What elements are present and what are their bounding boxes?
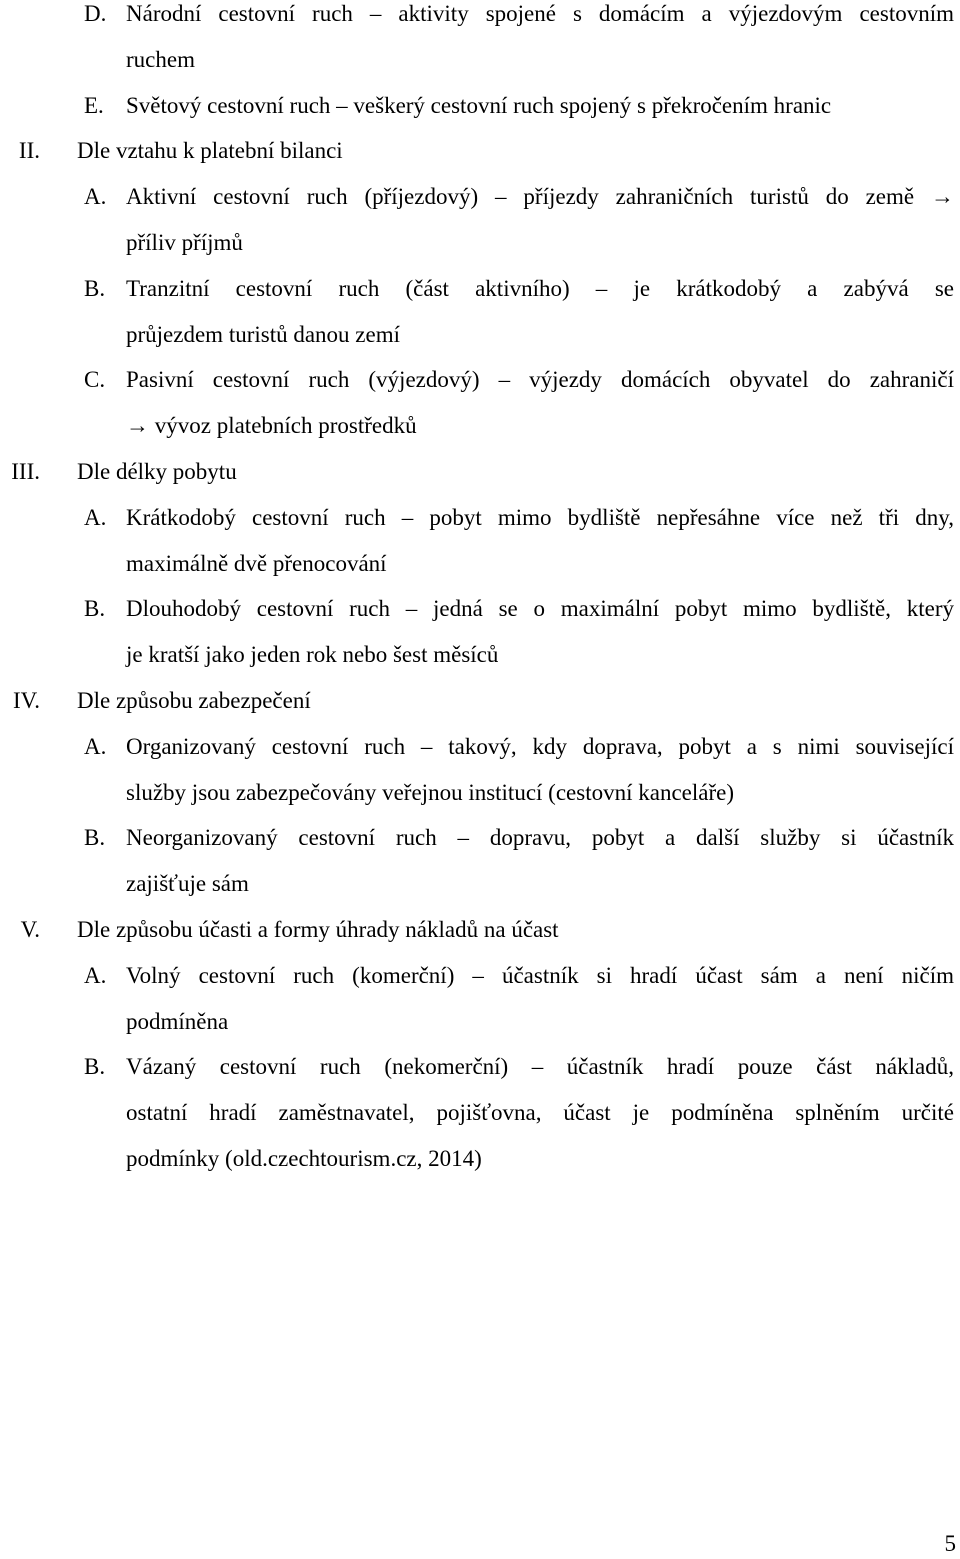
item-text-line: Neorganizovaný cestovní ruch – dopravu, pobyt a další služby si účastník xyxy=(126,825,954,851)
section-heading: Dle vztahu k platební bilanci xyxy=(77,138,343,164)
item-text-line: ruchem xyxy=(126,46,195,72)
item-text-line: ostatní hradí zaměstnavatel, pojišťovna, účast je podmíněna splněním určité xyxy=(126,1100,954,1126)
item-text-line: služby jsou zabezpečovány veřejnou institucí (cestovní kanceláře) xyxy=(126,779,734,805)
item-text-line: Organizovaný cestovní ruch – takový, kdy doprava, pobyt a s nimi související xyxy=(126,733,954,759)
item-text-line: Volný cestovní ruch (komerční) – účastník si hradí účast sám a není ničím xyxy=(126,962,954,988)
item-text-line: podmínky (old.czechtourism.cz, 2014) xyxy=(126,1146,482,1171)
item-letter: A. xyxy=(84,184,107,210)
item-text-line: je kratší jako jeden rok nebo šest měsíců xyxy=(126,642,499,668)
section-numeral: V. xyxy=(20,917,40,942)
item-text-line: Pasivní cestovní ruch (výjezdový) – výjezdy domácích obyvatel do zahraničí xyxy=(126,367,954,393)
item-text-line: Krátkodobý cestovní ruch – pobyt mimo bydliště nepřesáhne více než tři dny, xyxy=(126,504,954,530)
item-letter: D. xyxy=(84,1,107,26)
item-text-line: Dlouhodobý cestovní ruch – jedná se o maximální pobyt mimo bydliště, který xyxy=(126,596,954,622)
section-heading: Dle způsobu účasti a formy úhrady nákladů na účast xyxy=(77,917,559,942)
item-letter: A. xyxy=(84,504,107,530)
section-heading: Dle způsobu zabezpečení xyxy=(77,688,311,713)
item-letter: A. xyxy=(84,962,107,988)
item-letter: B. xyxy=(84,1054,106,1080)
item-letter: B. xyxy=(84,275,106,301)
item-text-line: zajišťuje sám xyxy=(126,871,249,897)
item-text-line: Vázaný cestovní ruch (nekomerční) – účastník hradí pouze část nákladů, xyxy=(126,1054,954,1080)
item-text-line: průjezdem turistů danou zemí xyxy=(126,321,401,347)
item-text-line: příliv příjmů xyxy=(126,230,243,255)
section-numeral: IV. xyxy=(12,688,40,713)
item-letter: E. xyxy=(84,92,104,118)
item-text-line: Národní cestovní ruch – aktivity spojené s domácím a výjezdovým cestovním xyxy=(126,1,954,26)
item-letter: A. xyxy=(84,733,107,759)
item-letter: B. xyxy=(84,596,106,622)
item-letter: C. xyxy=(84,367,106,393)
item-text-line: maximálně dvě přenocování xyxy=(126,550,387,576)
item-text-line: → vývoz platebních prostředků xyxy=(126,413,417,439)
item-text-line: Aktivní cestovní ruch (příjezdový) – příjezdy zahraničních turistů do země → xyxy=(126,184,954,210)
item-letter: B. xyxy=(84,825,106,851)
section-heading: Dle délky pobytu xyxy=(77,459,237,484)
section-numeral: II. xyxy=(18,138,40,164)
item-text-line: Tranzitní cestovní ruch (část aktivního) – je krátkodobý a zabývá se xyxy=(126,275,954,301)
section-numeral: III. xyxy=(11,459,40,484)
item-text-line: podmíněna xyxy=(126,1008,229,1034)
page-number: 5 xyxy=(944,1531,956,1556)
item-text-line: Světový cestovní ruch – veškerý cestovní ruch spojený s překročením hranic xyxy=(126,92,832,118)
